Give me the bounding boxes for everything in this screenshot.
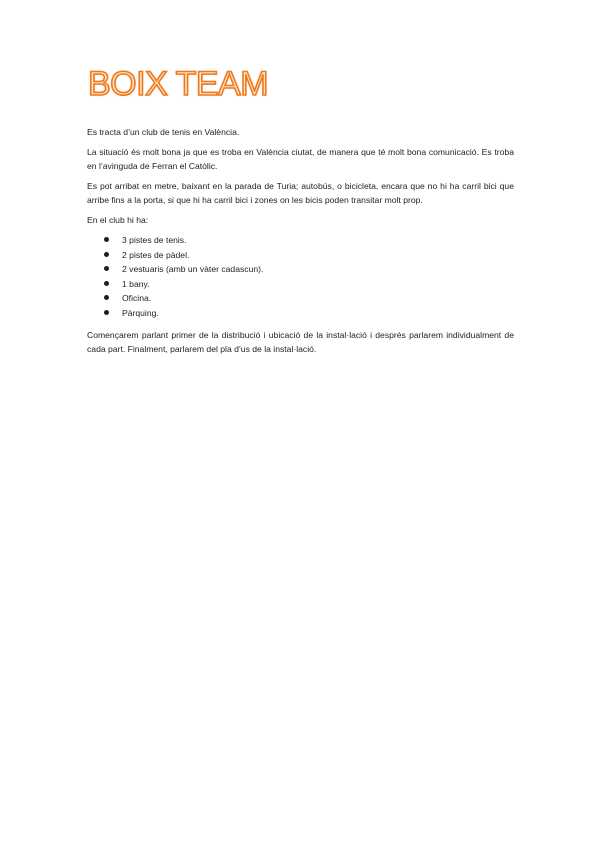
list-item-text: Pàrquing. [122,307,159,318]
list-item [87,248,514,263]
document-body [87,125,514,362]
list-item-text: 2 pistes de pàdel. [122,249,190,260]
list-item-text: 3 pistes de tenis. [122,235,187,245]
list-item-text: 1 bany. [122,278,150,289]
paragraph-closing: Començarem parlant primer de la distribució i ubicació de la instal·lació i després parlarem individualment de cada part. Finalment, parlarem del pla d’us de la instal·lació. [87,330,514,354]
list-item [87,262,514,277]
list-item-text: 2 vestuaris (amb un vàter cadascun). [122,264,264,274]
list-item [87,277,514,292]
bullet-icon [104,295,109,300]
facilities-list [87,233,514,320]
bullet-icon [104,252,109,257]
paragraph-location: La situació és molt bona ja que es troba en València ciutat, de manera que té molt bona comunicació. Es troba en l’avinguda de Ferran el Catòlic. [87,147,514,171]
bullet-icon [104,266,109,271]
paragraph-intro: Es tracta d’un club de tenis en València. [87,127,240,137]
document-title: BOIX TEAM [88,65,269,103]
list-item [87,233,514,248]
bullet-icon [104,281,109,286]
list-item [87,291,514,306]
paragraph-list-intro: En el club hi ha: [87,215,149,225]
list-item [87,306,514,321]
list-item-text: Oficina. [122,293,152,303]
bullet-icon [104,237,109,242]
paragraph-transport: Es pot arribat en metre, baixant en la parada de Turia; autobús, o bicicleta, encara que no hi ha carril bici que arribe fins a la porta, si que hi ha carril bici i zones on les bicis poden transitar molt prop. [87,181,514,205]
bullet-icon [104,310,109,315]
